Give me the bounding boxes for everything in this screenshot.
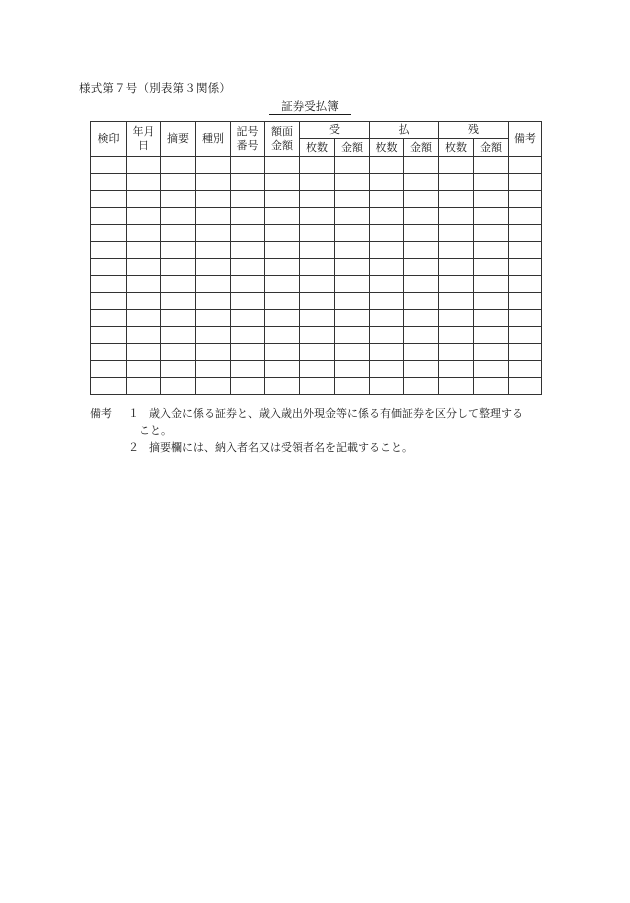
- ledger-cell: [161, 208, 196, 225]
- ledger-cell: [474, 174, 509, 191]
- ledger-cell: [509, 310, 542, 327]
- ledger-cell: [509, 327, 542, 344]
- ledger-cell: [509, 276, 542, 293]
- ledger-cell: [474, 310, 509, 327]
- ledger-cell: [404, 157, 439, 174]
- ledger-cell: [300, 174, 335, 191]
- ledger-cell: [265, 361, 300, 378]
- ledger-cell: [161, 242, 196, 259]
- ledger-cell: [404, 191, 439, 208]
- ledger-cell: [404, 174, 439, 191]
- ledger-cell: [370, 259, 404, 276]
- ledger-cell: [161, 310, 196, 327]
- ledger-cell: [370, 208, 404, 225]
- ledger-cell: [196, 276, 231, 293]
- ledger-cell: [335, 344, 370, 361]
- ledger-cell: [91, 191, 127, 208]
- ledger-cell: [231, 378, 265, 395]
- ledger-cell: [196, 361, 231, 378]
- ledger-cell: [196, 208, 231, 225]
- ledger-cell: [474, 378, 509, 395]
- ledger-cell: [91, 310, 127, 327]
- ledger-cell: [196, 378, 231, 395]
- ledger-cell: [439, 191, 474, 208]
- ledger-cell: [509, 157, 542, 174]
- ledger-cell: [161, 157, 196, 174]
- ledger-cell: [265, 293, 300, 310]
- ledger-row: [91, 225, 542, 242]
- ledger-cell: [439, 344, 474, 361]
- ledger-cell: [127, 378, 161, 395]
- note-number: １: [128, 407, 139, 420]
- ledger-cell: [91, 242, 127, 259]
- ledger-cell: [474, 259, 509, 276]
- ledger-cell: [439, 242, 474, 259]
- ledger-cell: [335, 157, 370, 174]
- ledger-body: [91, 157, 542, 395]
- ledger-row: [91, 327, 542, 344]
- ledger-cell: [265, 208, 300, 225]
- ledger-cell: [196, 259, 231, 276]
- header-type: 種別: [196, 122, 231, 157]
- ledger-cell: [509, 174, 542, 191]
- ledger-cell: [231, 276, 265, 293]
- ledger-cell: [91, 344, 127, 361]
- ledger-row: [91, 344, 542, 361]
- ledger-cell: [265, 344, 300, 361]
- ledger-cell: [161, 344, 196, 361]
- ledger-cell: [509, 208, 542, 225]
- ledger-cell: [509, 293, 542, 310]
- ledger-cell: [231, 191, 265, 208]
- ledger-row: [91, 259, 542, 276]
- ledger-cell: [231, 242, 265, 259]
- ledger-cell: [196, 174, 231, 191]
- ledger-cell: [231, 344, 265, 361]
- ledger-cell: [300, 191, 335, 208]
- ledger-cell: [161, 191, 196, 208]
- ledger-cell: [370, 310, 404, 327]
- ledger-cell: [127, 327, 161, 344]
- ledger-cell: [509, 259, 542, 276]
- header-payment: 払: [370, 122, 439, 139]
- header-face-value-2: 金額: [271, 139, 293, 152]
- ledger-cell: [231, 259, 265, 276]
- header-receipt-amount: 金額: [335, 139, 370, 157]
- ledger-cell: [231, 208, 265, 225]
- ledger-cell: [474, 157, 509, 174]
- ledger-row: [91, 174, 542, 191]
- ledger-row: [91, 293, 542, 310]
- header-receipt: 受: [300, 122, 370, 139]
- header-balance: 残: [439, 122, 509, 139]
- ledger-cell: [439, 157, 474, 174]
- ledger-row: [91, 242, 542, 259]
- ledger-cell: [300, 242, 335, 259]
- ledger-cell: [335, 361, 370, 378]
- ledger-cell: [161, 327, 196, 344]
- ledger-cell: [91, 157, 127, 174]
- ledger-title-wrap: [0, 99, 630, 115]
- ledger-cell: [127, 293, 161, 310]
- ledger-cell: [509, 191, 542, 208]
- ledger-cell: [439, 293, 474, 310]
- ledger-row: [91, 310, 542, 327]
- ledger-cell: [300, 157, 335, 174]
- ledger-cell: [335, 378, 370, 395]
- ledger-cell: [127, 361, 161, 378]
- ledger-cell: [300, 361, 335, 378]
- ledger-cell: [474, 191, 509, 208]
- ledger-cell: [370, 276, 404, 293]
- ledger-cell: [265, 242, 300, 259]
- ledger-cell: [91, 378, 127, 395]
- ledger-cell: [404, 327, 439, 344]
- ledger-cell: [439, 361, 474, 378]
- notes-label: 備考: [90, 407, 112, 420]
- ledger-cell: [231, 174, 265, 191]
- header-balance-count: 枚数: [439, 139, 474, 157]
- ledger-cell: [91, 225, 127, 242]
- note-text: 歳入金に係る証券と、歳入歳出外現金等に係る有価証券を区分して整理する: [149, 407, 523, 420]
- ledger-row: [91, 361, 542, 378]
- ledger-cell: [474, 276, 509, 293]
- ledger-cell: [265, 259, 300, 276]
- ledger-cell: [404, 378, 439, 395]
- header-payment-count: 枚数: [370, 139, 404, 157]
- ledger-cell: [370, 327, 404, 344]
- ledger-cell: [300, 344, 335, 361]
- ledger-cell: [127, 344, 161, 361]
- ledger-cell: [509, 242, 542, 259]
- ledger-cell: [231, 225, 265, 242]
- ledger-cell: [335, 259, 370, 276]
- ledger-cell: [439, 327, 474, 344]
- ledger-cell: [474, 344, 509, 361]
- ledger-cell: [231, 310, 265, 327]
- header-receipt-count: 枚数: [300, 139, 335, 157]
- ledger-row: [91, 276, 542, 293]
- ledger-cell: [439, 208, 474, 225]
- ledger-cell: [127, 157, 161, 174]
- ledger-cell: [335, 327, 370, 344]
- ledger-cell: [335, 225, 370, 242]
- ledger-cell: [91, 174, 127, 191]
- ledger-cell: [335, 191, 370, 208]
- header-balance-amount: 金額: [474, 139, 509, 157]
- header-number: 番号: [236, 139, 259, 152]
- note-number: ２: [128, 441, 139, 454]
- ledger-cell: [404, 225, 439, 242]
- ledger-cell: [196, 310, 231, 327]
- ledger-cell: [265, 378, 300, 395]
- ledger-cell: [300, 293, 335, 310]
- ledger-cell: [231, 327, 265, 344]
- ledger-cell: [370, 344, 404, 361]
- ledger-cell: [370, 157, 404, 174]
- ledger-cell: [474, 327, 509, 344]
- ledger-cell: [335, 208, 370, 225]
- ledger-cell: [370, 361, 404, 378]
- ledger-cell: [404, 259, 439, 276]
- ledger-cell: [91, 276, 127, 293]
- ledger-cell: [300, 259, 335, 276]
- header-year-month: 年月: [132, 125, 155, 138]
- ledger-cell: [370, 293, 404, 310]
- ledger-cell: [161, 276, 196, 293]
- ledger-cell: [509, 344, 542, 361]
- header-year-month-day: [127, 122, 161, 157]
- ledger-cell: [161, 378, 196, 395]
- ledger-cell: [161, 259, 196, 276]
- ledger-cell: [439, 378, 474, 395]
- ledger-cell: [474, 293, 509, 310]
- ledger-cell: [196, 242, 231, 259]
- ledger-cell: [91, 327, 127, 344]
- ledger-cell: [127, 259, 161, 276]
- header-row-1: [91, 122, 542, 139]
- ledger-cell: [335, 293, 370, 310]
- ledger-cell: [439, 259, 474, 276]
- ledger-cell: [404, 344, 439, 361]
- ledger-cell: [335, 310, 370, 327]
- header-inspection: 検印: [91, 122, 127, 157]
- ledger-cell: [474, 225, 509, 242]
- ledger-cell: [370, 174, 404, 191]
- note-text: 摘要欄には、納入者名又は受領者名を記載すること。: [149, 441, 413, 454]
- ledger-cell: [300, 378, 335, 395]
- ledger-cell: [370, 225, 404, 242]
- ledger-cell: [509, 225, 542, 242]
- ledger-cell: [509, 378, 542, 395]
- ledger-row: [91, 208, 542, 225]
- ledger-cell: [404, 293, 439, 310]
- ledger-cell: [404, 310, 439, 327]
- ledger-row: [91, 378, 542, 395]
- ledger-cell: [127, 242, 161, 259]
- ledger-cell: [335, 174, 370, 191]
- ledger-cell: [265, 327, 300, 344]
- ledger-cell: [335, 242, 370, 259]
- ledger-cell: [161, 361, 196, 378]
- ledger-cell: [370, 242, 404, 259]
- ledger-cell: [231, 361, 265, 378]
- ledger-cell: [439, 310, 474, 327]
- ledger-cell: [370, 378, 404, 395]
- ledger-cell: [127, 310, 161, 327]
- ledger-cell: [127, 208, 161, 225]
- ledger-cell: [474, 208, 509, 225]
- ledger-cell: [127, 174, 161, 191]
- ledger-cell: [300, 327, 335, 344]
- ledger-cell: [196, 327, 231, 344]
- ledger-cell: [91, 293, 127, 310]
- ledger-cell: [474, 242, 509, 259]
- ledger-cell: [300, 310, 335, 327]
- ledger-cell: [161, 174, 196, 191]
- ledger-cell: [161, 225, 196, 242]
- ledger-cell: [231, 293, 265, 310]
- header-face-value-1: 額面: [271, 125, 293, 138]
- ledger-cell: [91, 208, 127, 225]
- header-day: 日: [138, 139, 149, 152]
- securities-ledger-table: [90, 121, 542, 395]
- header-face-value: [265, 122, 300, 157]
- ledger-cell: [127, 276, 161, 293]
- ledger-cell: [91, 361, 127, 378]
- ledger-cell: [300, 208, 335, 225]
- ledger-cell: [300, 276, 335, 293]
- ledger-cell: [335, 276, 370, 293]
- form-number: 様式第７号（別表第３関係）: [79, 81, 232, 95]
- ledger-cell: [265, 225, 300, 242]
- ledger-cell: [404, 361, 439, 378]
- ledger-cell: [91, 259, 127, 276]
- ledger-cell: [231, 157, 265, 174]
- ledger-cell: [196, 225, 231, 242]
- header-symbol-number: [231, 122, 265, 157]
- ledger-cell: [265, 191, 300, 208]
- ledger-cell: [196, 344, 231, 361]
- ledger-row: [91, 157, 542, 174]
- ledger-cell: [265, 310, 300, 327]
- ledger-cell: [196, 293, 231, 310]
- ledger-cell: [161, 293, 196, 310]
- ledger-cell: [127, 225, 161, 242]
- header-payment-amount: 金額: [404, 139, 439, 157]
- ledger-cell: [404, 276, 439, 293]
- ledger-title: 証券受払簿: [269, 99, 351, 115]
- ledger-row: [91, 191, 542, 208]
- ledger-cell: [509, 361, 542, 378]
- ledger-cell: [300, 225, 335, 242]
- ledger-cell: [265, 276, 300, 293]
- ledger-cell: [439, 174, 474, 191]
- ledger-cell: [265, 174, 300, 191]
- ledger-cell: [127, 191, 161, 208]
- header-summary: 摘要: [161, 122, 196, 157]
- ledger-cell: [474, 361, 509, 378]
- header-symbol: 記号: [236, 125, 259, 138]
- ledger-cell: [439, 225, 474, 242]
- ledger-cell: [404, 242, 439, 259]
- note-text-continuation: こと。: [139, 424, 172, 437]
- ledger-cell: [439, 276, 474, 293]
- ledger-cell: [370, 191, 404, 208]
- ledger-cell: [404, 208, 439, 225]
- header-remarks: 備考: [509, 122, 542, 157]
- ledger-cell: [265, 157, 300, 174]
- ledger-cell: [196, 157, 231, 174]
- ledger-cell: [196, 191, 231, 208]
